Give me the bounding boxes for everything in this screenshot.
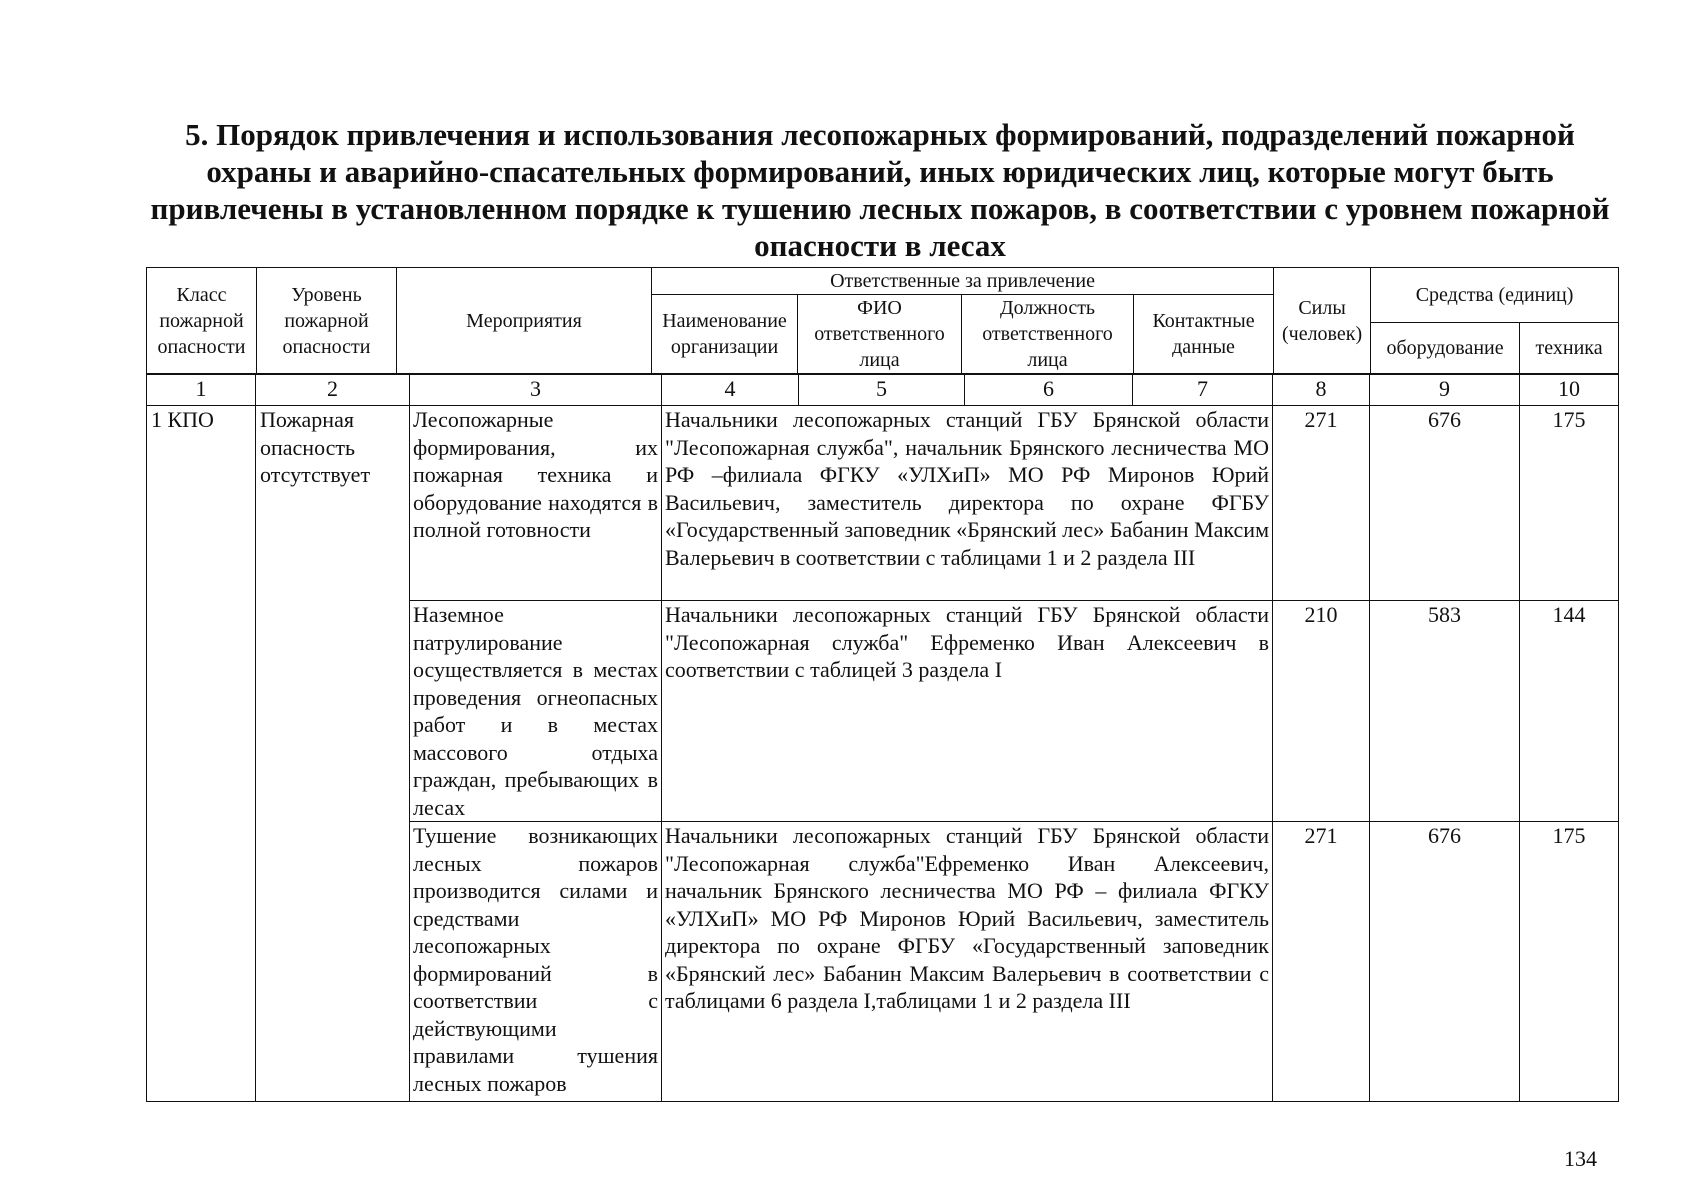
column-number: 6 [965, 375, 1133, 406]
fire-level-cell: Пожарная опасность отсутствует [256, 406, 410, 1102]
column-number: 9 [1370, 375, 1520, 406]
header-forces: Силы (человек) [1274, 268, 1371, 374]
responsible-cell: Начальники лесопожарных станций ГБУ Брянской области "Лесопожарная служба", начальник Брянского лесничества МО РФ –филиала ФГКУ «УЛХиП» МО РФ Миронов Юрий Васильевич, заместитель директора по охране ФГБУ «Государственный заповедник «Брянский лес» Бабанин Максим Валерьевич в соответствии с таблицами 1 и 2 раздела III [662, 406, 1273, 601]
header-equipment: оборудование [1371, 322, 1520, 373]
machinery-cell: 175 [1520, 822, 1619, 1102]
equipment-cell: 676 [1370, 406, 1520, 601]
header-position: Должность ответственного лица [962, 295, 1134, 374]
header-level: Уровень пожарной опасности [257, 268, 397, 374]
header-machinery: техника [1520, 322, 1619, 373]
column-number-row [147, 375, 1619, 406]
header-class: Класс пожарной опасности [147, 268, 257, 374]
header-responsible: Ответственные за привлечение [652, 268, 1274, 295]
measure-cell: Лесопожарные формирования, их пожарная техника и оборудование находятся в полной готовности [410, 406, 662, 601]
forces-cell: 271 [1273, 822, 1370, 1102]
header-contacts: Контактные данные [1134, 295, 1274, 374]
column-number: 3 [410, 375, 662, 406]
measure-cell: Наземное патрулирование осуществляется в местах проведения огнеопасных работ и в местах массового отдыха граждан, пребывающих в лесах [410, 601, 662, 822]
column-number: 1 [147, 375, 256, 406]
fire-class-cell: 1 КПО [147, 406, 256, 1102]
forces-cell: 271 [1273, 406, 1370, 601]
header-means: Средства (единиц) [1371, 268, 1619, 323]
machinery-cell: 175 [1520, 406, 1619, 601]
responsible-cell: Начальники лесопожарных станций ГБУ Брянской области "Лесопожарная служба" Ефременко Иван Алексеевич в соответствии с таблицей 3 раздела I [662, 601, 1273, 822]
responsible-cell: Начальники лесопожарных станций ГБУ Брянской области "Лесопожарная служба"Ефременко Иван Алексеевич, начальник Брянского лесничества МО РФ – филиала ФГКУ «УЛХиП» МО РФ Миронов Юрий Васильевич, заместитель директора по охране ФГБУ «Государственный заповедник «Брянский лес» Бабанин Максим Валерьевич в соответствии с таблицами 6 раздела I,таблицами 1 и 2 раздела III [662, 822, 1273, 1102]
column-number: 7 [1133, 375, 1273, 406]
table-body [146, 374, 1619, 1102]
table-header [146, 267, 1619, 374]
column-number: 8 [1273, 375, 1370, 406]
page-title: 5. Порядок привлечения и использования лесопожарных формирований, подразделений пожарной охраны и аварийно-спасательных формирований, иных юридических лиц, которые могут быть привлечены в установленном порядке к тушению лесных пожаров, в соответствии с уровнем пожарной опасности в лесах [150, 117, 1610, 263]
machinery-cell: 144 [1520, 601, 1619, 822]
header-org: Наименование организации [652, 295, 798, 374]
column-number: 4 [662, 375, 799, 406]
column-number: 5 [799, 375, 965, 406]
forces-cell: 210 [1273, 601, 1370, 822]
header-fio: ФИО ответственного лица [798, 295, 962, 374]
header-measures: Мероприятия [397, 268, 652, 374]
measure-cell: Тушение возникающих лесных пожаров производится силами и средствами лесопожарных формирований в соответствии с действующими правилами тушения лесных пожаров [410, 822, 662, 1102]
equipment-cell: 583 [1370, 601, 1520, 822]
table-row [147, 406, 1619, 601]
page-number: 134 [1564, 1146, 1597, 1171]
equipment-cell: 676 [1370, 822, 1520, 1102]
column-number: 2 [256, 375, 410, 406]
column-number: 10 [1520, 375, 1619, 406]
